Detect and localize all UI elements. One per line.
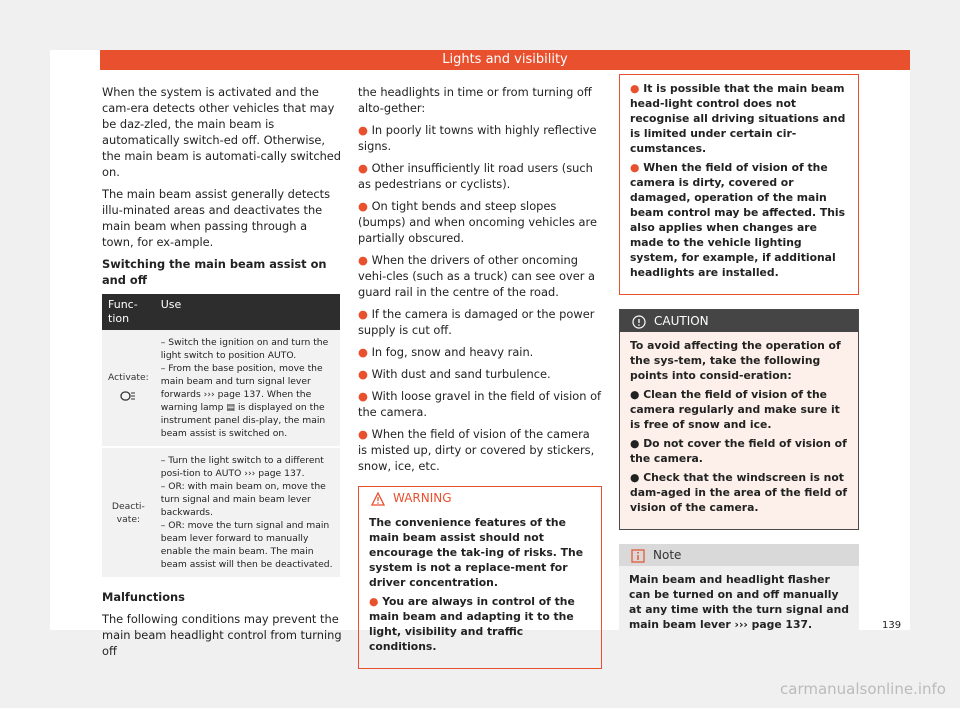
paragraph: The main beam assist generally detects illu-minated areas and deactivates the main beam when passing through a town, for ex-ample. <box>102 187 331 249</box>
table-cell-function: Deacti-vate: <box>102 447 155 578</box>
column-1 <box>102 84 342 665</box>
caution-title: CAUTION <box>654 314 709 328</box>
info-circle-icon <box>632 314 646 328</box>
table-row <box>102 447 340 578</box>
bullet-item: ● In poorly lit towns with highly reflective signs. <box>358 123 597 153</box>
caution-body <box>620 332 858 529</box>
warning-text: The convenience features of the main beam assist should not encourage the tak-ing of risks. The system is not a replace-ment for driver concentration. <box>369 516 584 589</box>
paragraph: When the system is activated and the cam-era detects other vehicles that may be daz-zled, the main beam is automatically switch-ed off. Otherwise, the main beam is automati-cally switched on. <box>102 85 342 179</box>
subheading: Switching the main beam assist on and off <box>102 257 327 287</box>
bullet-item: ● Clean the field of vision of the camera regularly and make sure it is free of snow and ice. <box>630 388 840 431</box>
bullet-item: ● Check that the windscreen is not dam-aged in the area of the field of vision of the camera. <box>630 471 848 514</box>
bullet-item: ● On tight bends and steep slopes (bumps) and when oncoming vehicles are partially obscured. <box>358 199 597 245</box>
warning-box-continued <box>619 74 859 295</box>
paragraph: The following conditions may prevent the main beam headlight control from turning off <box>102 612 342 658</box>
page-number: 139 <box>882 620 902 631</box>
info-icon <box>631 548 645 562</box>
warning-body <box>359 509 601 668</box>
bullet-item: ● With dust and sand turbulence. <box>358 367 551 381</box>
caution-text: To avoid affecting the operation of the sys-tem, take the following points into consid-eration: <box>630 339 841 382</box>
manual-page <box>50 50 910 658</box>
function-table <box>102 294 340 579</box>
note-body: Main beam and headlight flasher can be turned on and off manually at any time with the turn signal and main beam lever ››› page 137. <box>629 573 849 631</box>
function-label: Activate: <box>108 371 149 383</box>
note-header <box>619 544 859 566</box>
bullet-item: ● It is possible that the main beam head-light control does not recognise all driving situations and is limited under certain cir-cumstances. <box>630 82 846 155</box>
table-cell-function <box>102 330 155 447</box>
bullet-item: ● If the camera is damaged or the power supply is cut off. <box>358 307 595 337</box>
column-2 <box>358 84 602 683</box>
column-3 <box>619 74 859 654</box>
caution-header <box>620 310 858 332</box>
table-cell-use: – Switch the ignition on and turn the light switch to position AUTO. – From the base position, move the main beam and turn signal lever forwards ››› page 137. When the warning lamp ▤ is displayed on the instrument panel dis-play, the main beam assist is switched on. <box>155 330 340 447</box>
table-cell-use: – Turn the light switch to a different posi-tion to AUTO ››› page 137. – OR: with main beam on, move the turn signal and main beam lever backwards. – OR: move the turn signal and main beam lever forward to manually enable the main beam. The main beam assist will then be deactivated. <box>155 447 340 578</box>
bullet-item: ● With loose gravel in the field of vision of the camera. <box>358 389 602 419</box>
watermark: carmanualsonline.info <box>780 680 946 698</box>
warning-title: WARNING <box>393 491 452 505</box>
warning-header <box>359 487 601 509</box>
bullet-item: ● In fog, snow and heavy rain. <box>358 345 534 359</box>
bullet-item: ● When the field of vision of the camera is misted up, dirty or covered by stickers, snow, ice, etc. <box>358 427 595 473</box>
note-title: Note <box>653 548 682 562</box>
bullet-item: ● You are always in control of the main beam and adapting it to the light, visibility and traffic conditions. <box>369 595 575 653</box>
headlight-icon <box>108 390 149 406</box>
bullet-item: ● When the field of vision of the camera is dirty, covered or damaged, operation of the main beam control may be affected. This also applies when changes are made to the vehicle lighting system, for example, if additional headlights are installed. <box>630 161 846 279</box>
warning-triangle-icon <box>371 491 385 505</box>
subheading: Malfunctions <box>102 590 185 604</box>
bullet-item: ● Other insufficiently lit road users (such as pedestrians or cyclists). <box>358 161 593 191</box>
table-row <box>102 330 340 447</box>
bullet-item: ● Do not cover the field of vision of the camera. <box>630 437 847 465</box>
caution-box <box>619 309 859 530</box>
table-header-function: Func-tion <box>102 294 155 330</box>
note-box <box>619 544 859 640</box>
table-header-use: Use <box>155 294 340 330</box>
warning-box <box>358 486 602 669</box>
bullet-item: ● When the drivers of other oncoming vehi-cles (such as a truck) can see over a guard rail in the centre of the road. <box>358 253 596 299</box>
paragraph: the headlights in time or from turning off alto-gether: <box>358 85 592 115</box>
section-header: Lights and visibility <box>100 50 910 70</box>
